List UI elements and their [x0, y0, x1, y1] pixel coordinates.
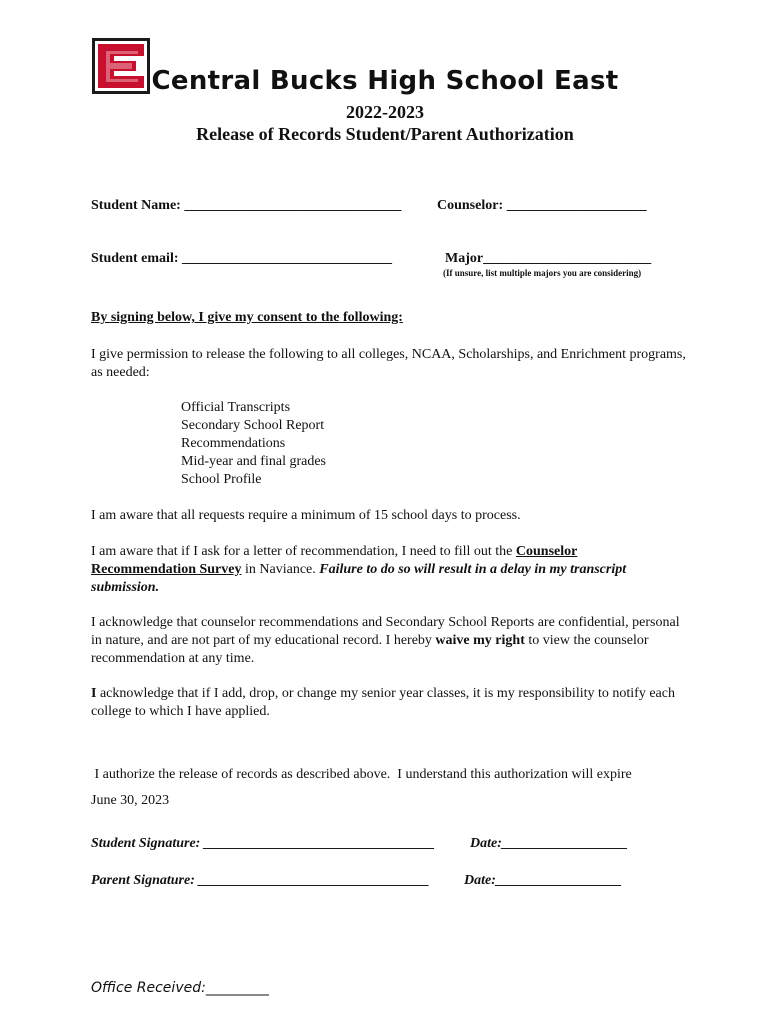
ack2-text: acknowledge that if I add, drop, or change my senior year classes, it is my responsibility to notify each college to which I have applied. [91, 686, 675, 719]
rec-text-start: I am aware that if I ask for a letter of recommendation, I need to fill out the [91, 544, 516, 559]
expire-date: June 30, 2023 [91, 793, 170, 808]
student-email-field[interactable]: Student email: ______________________________ [91, 251, 392, 266]
parent-signature-field[interactable]: Parent Signature: _________________________________ [91, 873, 430, 888]
form-title: Release of Records Student/Parent Authorization [196, 124, 574, 144]
aware-days-text: I am aware that all requests require a minimum of 15 school days to process. [91, 508, 521, 523]
ack2-initial: I [91, 686, 97, 701]
major-field[interactable]: Major________________________ [445, 251, 652, 266]
records-list [181, 399, 326, 489]
list-item: School Profile [181, 472, 262, 487]
student-name-field[interactable]: Student Name: _______________________________ [91, 198, 402, 213]
list-item: Secondary School Report [181, 418, 325, 433]
acknowledge-confidential [91, 614, 691, 668]
school-year: 2022-2023 [346, 102, 424, 122]
list-item: Official Transcripts [181, 400, 291, 415]
rec-text-mid: in Naviance. [241, 562, 320, 577]
authorize-text: I authorize the release of records as described above. I understand this authorization will expire [91, 767, 632, 782]
rec-warning: Failure to do so will result in a delay in my transcript submission. [91, 562, 627, 595]
permission-text: I give permission to release the following to all colleges, NCAA, Scholarships, and Enrichment programs, as needed: [91, 347, 686, 380]
school-name: Central Bucks High School East [151, 66, 619, 96]
student-signature-field[interactable]: Student Signature: _________________________________ [91, 836, 435, 851]
ack1-text-start: I acknowledge that counselor recommendations and Secondary School Reports are confidential, personal in nature, and are not part of my educational record. I hereby [91, 615, 680, 648]
counselor-survey-link[interactable]: Counselor Recommendation Survey [91, 544, 578, 577]
ack1-text-end: to view the counselor recommendation at any time. [91, 633, 649, 666]
waive-right-text: waive my right [435, 633, 525, 648]
office-received-field[interactable]: Office Received:_________ [91, 980, 269, 996]
parent-date-field[interactable]: Date:__________________ [464, 873, 622, 888]
student-date-field[interactable]: Date:__________________ [470, 836, 628, 851]
recommendation-paragraph [91, 543, 681, 597]
major-note: (If unsure, list multiple majors you are considering) [443, 268, 642, 278]
acknowledge-schedule [91, 685, 676, 721]
list-item: Recommendations [181, 436, 286, 451]
consent-heading: By signing below, I give my consent to the following: [91, 310, 403, 325]
list-item: Mid-year and final grades [181, 454, 326, 469]
counselor-field[interactable]: Counselor: ____________________ [437, 198, 647, 213]
